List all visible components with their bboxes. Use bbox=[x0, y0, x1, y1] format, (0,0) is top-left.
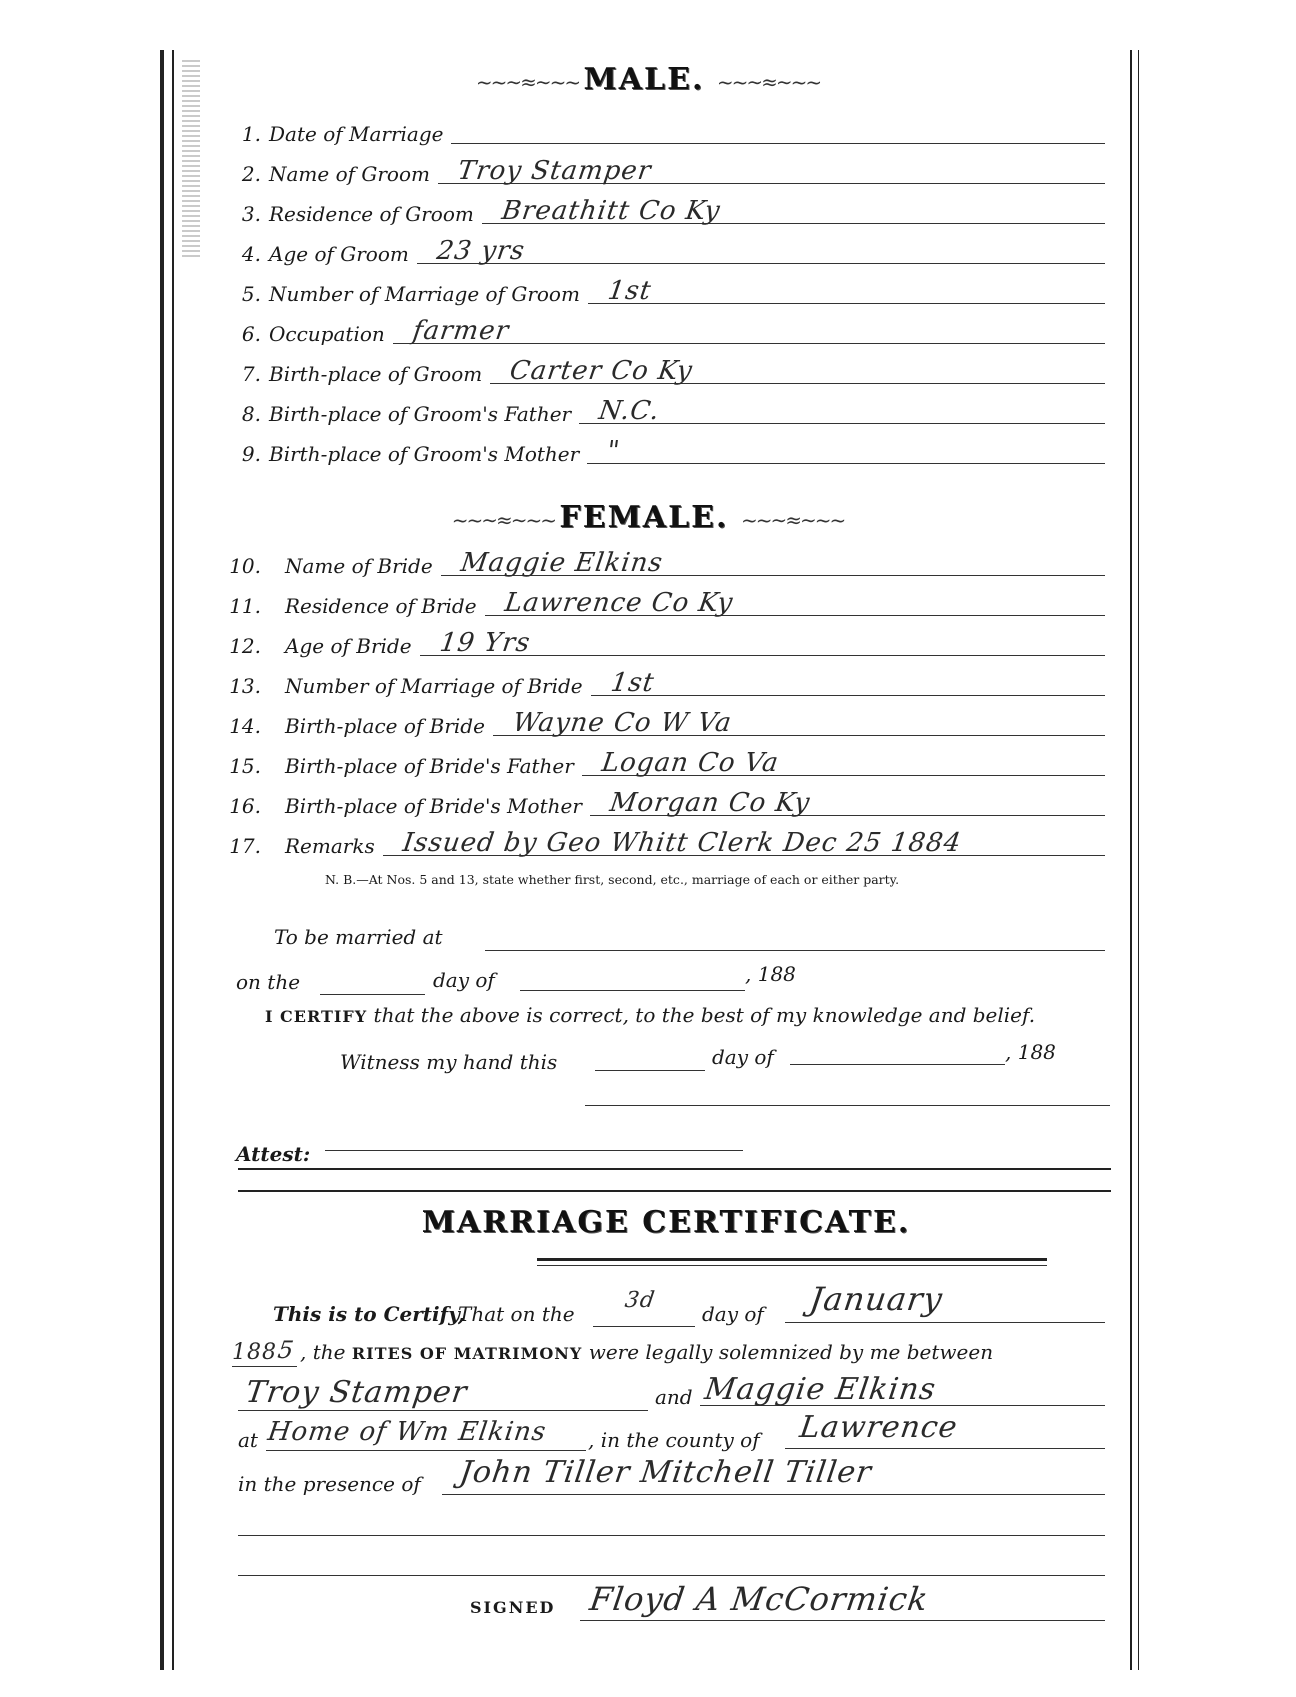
field-handwritten-value: Logan Co Va bbox=[599, 748, 781, 778]
field-label: Birth-place of Groom bbox=[269, 362, 483, 386]
field-number: 6. bbox=[241, 322, 261, 346]
field-row bbox=[225, 590, 1105, 626]
flourish-ornament: ~~∼≈∼~~ bbox=[740, 508, 845, 532]
field-handwritten-value: N.C. bbox=[596, 396, 662, 426]
field-rule-line bbox=[587, 463, 1105, 464]
on-the-day-line bbox=[320, 994, 425, 995]
on-the-label: on the bbox=[236, 970, 301, 994]
cert-this-is-label: This is to Certify, bbox=[273, 1302, 465, 1326]
field-row bbox=[225, 158, 1105, 194]
male-heading bbox=[0, 62, 1296, 97]
witness-day-line bbox=[595, 1070, 705, 1071]
to-be-married-label: To be married at bbox=[274, 925, 443, 949]
field-handwritten-value: Issued by Geo Whitt Clerk Dec 25 1884 bbox=[400, 828, 964, 858]
field-handwritten-value: 1st bbox=[608, 668, 657, 698]
field-handwritten-value: Morgan Co Ky bbox=[607, 788, 813, 818]
right-border-line bbox=[1138, 50, 1139, 1670]
field-label: Birth-place of Bride's Father bbox=[285, 754, 574, 778]
certificate-heading-underline bbox=[537, 1265, 1047, 1266]
field-label: Birth-place of Groom's Mother bbox=[269, 442, 580, 466]
field-row bbox=[225, 398, 1105, 434]
witness-month-line bbox=[790, 1064, 1005, 1065]
field-label: Occupation bbox=[269, 322, 385, 346]
field-handwritten-value: Troy Stamper bbox=[455, 156, 654, 186]
field-row bbox=[225, 198, 1105, 234]
field-rule-line bbox=[451, 143, 1105, 144]
field-label: Age of Groom bbox=[269, 242, 409, 266]
field-number: 4. bbox=[241, 242, 261, 266]
cert-day-value: 3d bbox=[623, 1288, 657, 1313]
cert-county-value: Lawrence bbox=[797, 1410, 960, 1445]
field-label: Number of Marriage of Groom bbox=[269, 282, 580, 306]
field-label: Age of Bride bbox=[285, 634, 412, 658]
field-handwritten-value: farmer bbox=[410, 316, 512, 346]
field-handwritten-value: Wayne Co W Va bbox=[510, 708, 734, 738]
attest-line bbox=[325, 1150, 743, 1151]
field-row bbox=[225, 710, 1105, 746]
field-label: Residence of Bride bbox=[285, 594, 477, 618]
field-number: 14. bbox=[229, 714, 261, 738]
flourish-ornament: ~~∼≈∼~~ bbox=[716, 70, 821, 94]
witness-day-of-label: day of bbox=[712, 1045, 774, 1069]
cert-at-label: at bbox=[238, 1428, 258, 1452]
field-handwritten-value: Breathitt Co Ky bbox=[499, 196, 723, 226]
flourish-ornament: ~~∼≈∼~~ bbox=[451, 508, 560, 532]
field-number: 12. bbox=[229, 634, 261, 658]
male-heading-text: MALE. bbox=[583, 62, 705, 97]
field-number: 17. bbox=[229, 834, 261, 858]
field-rule-line bbox=[588, 303, 1105, 304]
cert-day-of-label: day of bbox=[702, 1302, 764, 1326]
field-row bbox=[225, 238, 1105, 274]
certify-rest: that the above is correct, to the best of my knowledge and belief. bbox=[373, 1003, 1036, 1027]
month-line bbox=[520, 990, 745, 991]
year-label: , 188 bbox=[745, 962, 796, 986]
cert-presence-label: in the presence of bbox=[238, 1472, 421, 1496]
cert-groom-line bbox=[238, 1410, 648, 1411]
certify-statement bbox=[265, 1003, 1035, 1027]
cert-year-value: 5 bbox=[276, 1336, 297, 1364]
attest-label: Attest: bbox=[236, 1142, 311, 1166]
witness-label: Witness my hand this bbox=[340, 1050, 558, 1074]
binding-line bbox=[172, 50, 174, 1670]
field-number: 7. bbox=[241, 362, 261, 386]
field-row bbox=[225, 790, 1105, 826]
female-heading bbox=[0, 500, 1296, 535]
field-handwritten-value: 19 Yrs bbox=[437, 628, 533, 658]
field-label: Birth-place of Bride's Mother bbox=[285, 794, 582, 818]
cert-day-line bbox=[593, 1326, 695, 1327]
field-number: 8. bbox=[241, 402, 261, 426]
certificate-heading: MARRIAGE CERTIFICATE. bbox=[421, 1205, 911, 1240]
field-label: Date of Marriage bbox=[269, 122, 444, 146]
female-heading-text: FEMALE. bbox=[559, 500, 729, 535]
cert-extra-line bbox=[238, 1535, 1105, 1536]
field-row bbox=[225, 750, 1105, 786]
cert-county-line bbox=[785, 1448, 1105, 1449]
divider-rule bbox=[238, 1190, 1111, 1192]
field-number: 3. bbox=[241, 202, 261, 226]
cert-bride-value: Maggie Elkins bbox=[702, 1372, 939, 1407]
cert-witnesses-value: John Tiller Mitchell Tiller bbox=[457, 1455, 875, 1490]
field-row bbox=[225, 278, 1105, 314]
binding-line bbox=[160, 50, 164, 1670]
cert-rites-statement bbox=[300, 1340, 993, 1364]
field-number: 11. bbox=[229, 594, 261, 618]
cert-county-label: , in the county of bbox=[588, 1428, 760, 1452]
signed-label: SIGNED bbox=[470, 1598, 556, 1617]
cert-month-value: January bbox=[807, 1280, 946, 1318]
field-row bbox=[225, 670, 1105, 706]
field-row bbox=[225, 830, 1105, 866]
to-be-married-line bbox=[485, 950, 1105, 951]
field-label: Name of Groom bbox=[269, 162, 430, 186]
field-label: Birth-place of Groom's Father bbox=[269, 402, 572, 426]
certificate-heading-underline bbox=[537, 1258, 1047, 1261]
field-label: Remarks bbox=[285, 834, 375, 858]
field-number: 13. bbox=[229, 674, 261, 698]
field-label: Number of Marriage of Bride bbox=[285, 674, 583, 698]
cert-extra-line bbox=[238, 1575, 1105, 1576]
cert-year-prefix: 188 bbox=[232, 1340, 277, 1365]
flourish-ornament: ~~∼≈∼~~ bbox=[475, 70, 584, 94]
cert-year-line bbox=[232, 1366, 297, 1367]
field-handwritten-value: Carter Co Ky bbox=[507, 356, 695, 386]
witness-year-label: , 188 bbox=[1005, 1040, 1056, 1064]
clerk-signature-line bbox=[585, 1105, 1110, 1106]
divider-rule bbox=[238, 1168, 1111, 1170]
cert-place-value: Home of Wm Elkins bbox=[265, 1417, 549, 1447]
field-rule-line bbox=[591, 695, 1105, 696]
signature-value: Floyd A McCormick bbox=[587, 1580, 932, 1618]
field-row bbox=[225, 550, 1105, 586]
right-border-line bbox=[1130, 50, 1132, 1670]
field-number: 1. bbox=[241, 122, 261, 146]
field-row bbox=[225, 630, 1105, 666]
field-handwritten-value: " bbox=[604, 436, 623, 466]
cert-place-line bbox=[266, 1450, 586, 1451]
field-number: 2. bbox=[241, 162, 261, 186]
signed-line bbox=[580, 1620, 1105, 1621]
field-number: 10. bbox=[229, 554, 261, 578]
field-number: 9. bbox=[241, 442, 261, 466]
field-handwritten-value: 1st bbox=[605, 276, 654, 306]
field-handwritten-value: 23 yrs bbox=[434, 236, 527, 266]
field-handwritten-value: Lawrence Co Ky bbox=[502, 588, 736, 618]
cert-rites: RITES OF MATRIMONY bbox=[351, 1344, 583, 1363]
certify-lead: I CERTIFY bbox=[265, 1007, 368, 1026]
cert-that-on-label: That on the bbox=[458, 1302, 575, 1326]
field-label: Name of Bride bbox=[285, 554, 433, 578]
field-label: Residence of Groom bbox=[269, 202, 474, 226]
field-number: 5. bbox=[241, 282, 261, 306]
field-row bbox=[225, 118, 1105, 154]
cert-month-line bbox=[785, 1322, 1105, 1323]
field-label: Birth-place of Bride bbox=[285, 714, 485, 738]
cert-rites-rest: were legally solemnized by me between bbox=[588, 1340, 994, 1364]
field-number: 15. bbox=[229, 754, 261, 778]
day-of-label: day of bbox=[433, 968, 495, 992]
cert-presence-line bbox=[442, 1494, 1105, 1495]
cert-and-label: and bbox=[655, 1385, 693, 1409]
cert-groom-value: Troy Stamper bbox=[243, 1375, 470, 1410]
field-handwritten-value: Maggie Elkins bbox=[458, 548, 665, 578]
cert-rites-lead: , the bbox=[300, 1340, 346, 1364]
field-row bbox=[225, 358, 1105, 394]
field-number: 16. bbox=[229, 794, 261, 818]
field-row bbox=[225, 318, 1105, 354]
field-row bbox=[225, 438, 1105, 474]
nb-note: N. B.—At Nos. 5 and 13, state whether first, second, etc., marriage of each or either party. bbox=[325, 872, 900, 887]
